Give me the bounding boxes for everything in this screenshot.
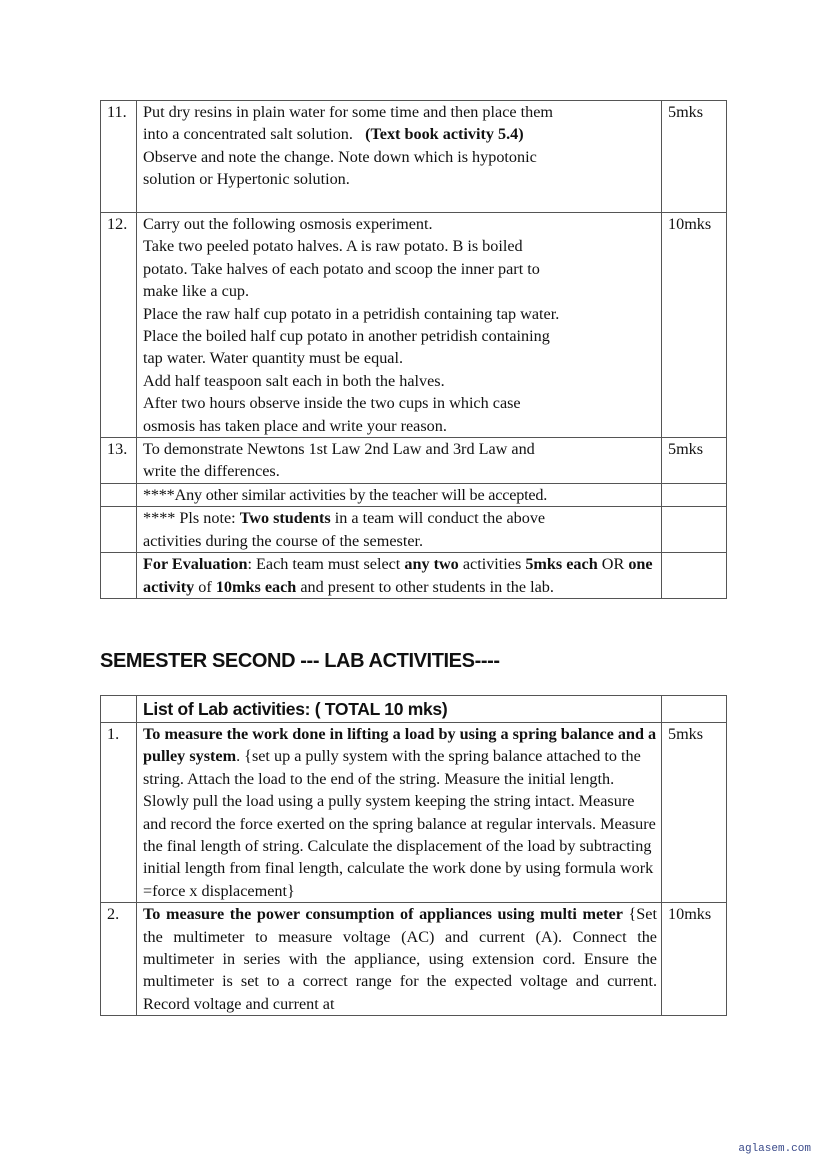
semester1-activities-table bbox=[100, 100, 727, 599]
section-heading: SEMESTER SECOND --- LAB ACTIVITIES---- bbox=[100, 650, 500, 672]
row-number: 12. bbox=[101, 213, 137, 438]
row-number: 1. bbox=[101, 723, 137, 903]
row-number bbox=[101, 507, 137, 553]
table-row bbox=[101, 507, 727, 553]
textbook-reference: (Text book activity 5.4) bbox=[365, 125, 524, 144]
activity-title: To measure the power consumption of appliances using multi meter bbox=[143, 905, 623, 924]
table-row bbox=[101, 723, 727, 903]
table-header-row bbox=[101, 696, 727, 723]
marks: 5mks bbox=[662, 101, 727, 213]
table-row bbox=[101, 483, 727, 506]
marks: 5mks bbox=[662, 438, 727, 484]
table-row bbox=[101, 903, 727, 1016]
table-row bbox=[101, 213, 727, 438]
row-number bbox=[101, 483, 137, 506]
table-row bbox=[101, 438, 727, 484]
watermark: aglasem.com bbox=[738, 1143, 811, 1155]
semester2-lab-activities-table bbox=[100, 695, 727, 1016]
row-number bbox=[101, 553, 137, 599]
marks bbox=[662, 553, 727, 599]
marks bbox=[662, 507, 727, 553]
row-number: 11. bbox=[101, 101, 137, 213]
note-any-other-activities: ****Any other similar activities by the teacher will be accepted. bbox=[137, 483, 662, 506]
marks: 10mks bbox=[662, 903, 727, 1016]
evaluation-note: For Evaluation: Each team must select any two activities 5mks each OR one activity of 10mks each and present to other students in the lab. bbox=[137, 553, 662, 599]
row-number: 2. bbox=[101, 903, 137, 1016]
marks: 10mks bbox=[662, 213, 727, 438]
table-row bbox=[101, 101, 727, 213]
marks: 5mks bbox=[662, 723, 727, 903]
row-number: 13. bbox=[101, 438, 137, 484]
list-title: List of Lab activities: ( TOTAL 10 mks) bbox=[137, 696, 662, 723]
activity-description: To measure the work done in lifting a load by using a spring balance and a pulley system. {set up a pully system with the spring balance attached to the string. Attach the load to the end of the string. Measure the initial length. Slowly pull the load using a pully system keeping the string intact. Measure and record the force exerted on the spring balance at regular intervals. Measure the final length of string. Calculate the displacement of the load by subtracting initial length from final length, calculate the work done by using formula work =force x displacement} bbox=[137, 723, 662, 903]
activity-description: Put dry resins in plain water for some time and then place them into a concentrated salt solution. (Text book activity 5.4) Observe and note the change. Note down which is hypotonic solution or Hypertonic solution. bbox=[137, 101, 662, 213]
activity-description: Carry out the following osmosis experiment. Take two peeled potato halves. A is raw potato. B is boiled potato. Take halves of each potato and scoop the inner part to make like a cup. Place the raw half cup potato in a petridish containing tap water. Place the boiled half cup potato in another petridish containing tap water. Water quantity must be equal. Add half teaspoon salt each in both the halves. After two hours observe inside the two cups in which case osmosis has taken place and write your reason. bbox=[137, 213, 662, 438]
activity-description: To measure the power consumption of appliances using multi meter {Set the multimeter to measure voltage (AC) and current (A). Connect the multimeter in series with the appliance, using extension cord. Ensure the multimeter is set to a correct range for the expected voltage and current. Record voltage and current at bbox=[137, 903, 662, 1016]
marks bbox=[662, 483, 727, 506]
activity-description: To demonstrate Newtons 1st Law 2nd Law and 3rd Law and write the differences. bbox=[137, 438, 662, 484]
activity-title: To measure the work done in lifting a load by using a spring balance and a pulley system bbox=[143, 725, 657, 766]
note-team-size: **** Pls note: Two students in a team will conduct the above activities during the course of the semester. bbox=[137, 507, 662, 553]
table-row bbox=[101, 553, 727, 599]
